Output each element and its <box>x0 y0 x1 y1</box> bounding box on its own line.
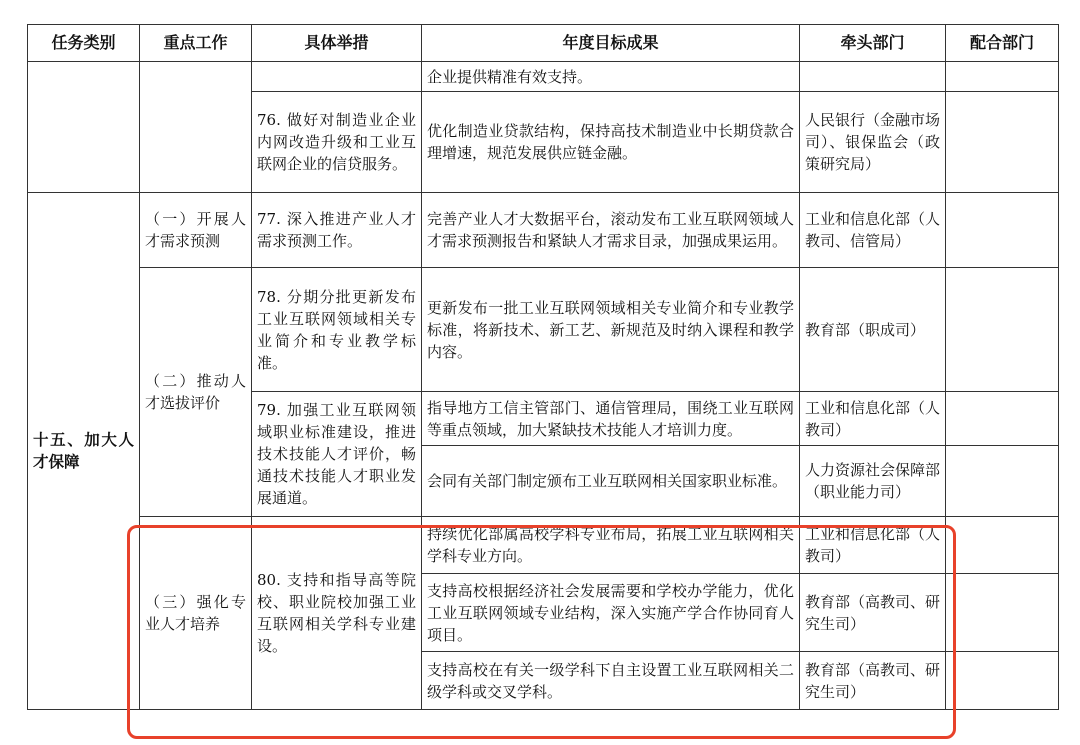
plan-table-wrapper <box>27 24 1059 710</box>
measure-cell <box>252 62 422 92</box>
goal-cell: 指导地方工信主管部门、通信管理局，围绕工业互联网等重点领域，加大紧缺技术技能人才培训力度。 <box>422 392 800 446</box>
table-header-row <box>28 25 1059 62</box>
measure-cell: 77. 深入推进产业人才需求预测工作。 <box>252 193 422 268</box>
key-work-cell: （二）推动人才选拔评价 <box>140 268 252 517</box>
goal-cell: 更新发布一批工业互联网领域相关专业简介和专业教学标准，将新技术、新工艺、新规范及时纳入课程和教学内容。 <box>422 268 800 392</box>
lead-dept-cell: 教育部（高教司、研究生司） <box>800 652 946 710</box>
coop-dept-cell <box>946 446 1059 517</box>
coop-dept-cell <box>946 268 1059 392</box>
lead-dept-cell: 人民银行（金融市场司）、银保监会（政策研究局） <box>800 92 946 193</box>
measure-cell: 80. 支持和指导高等院校、职业院校加强工业互联网相关学科专业建设。 <box>252 517 422 710</box>
lead-dept-cell: 工业和信息化部（人教司） <box>800 517 946 574</box>
goal-cell: 支持高校在有关一级学科下自主设置工业互联网相关二级学科或交叉学科。 <box>422 652 800 710</box>
table-row <box>28 62 1059 92</box>
goal-cell: 持续优化部属高校学科专业布局，拓展工业互联网相关学科专业方向。 <box>422 517 800 574</box>
table-row <box>28 268 1059 392</box>
goal-cell: 会同有关部门制定颁布工业互联网相关国家职业标准。 <box>422 446 800 517</box>
goal-cell: 完善产业人才大数据平台，滚动发布工业互联网领域人才需求预测报告和紧缺人才需求目录，加强成果运用。 <box>422 193 800 268</box>
table-row <box>28 517 1059 574</box>
coop-dept-cell <box>946 652 1059 710</box>
goal-cell: 支持高校根据经济社会发展需要和学校办学能力，优化工业互联网领域专业结构，深入实施产学合作协同育人项目。 <box>422 574 800 652</box>
lead-dept-cell <box>800 62 946 92</box>
goal-cell: 企业提供精准有效支持。 <box>422 62 800 92</box>
lead-dept-cell: 教育部（高教司、研究生司） <box>800 574 946 652</box>
coop-dept-cell <box>946 62 1059 92</box>
coop-dept-cell <box>946 92 1059 193</box>
key-work-cell-prev <box>140 62 252 193</box>
plan-table <box>27 24 1059 710</box>
header-key-work: 重点工作 <box>140 25 252 62</box>
category-cell-prev <box>28 62 140 193</box>
measure-cell: 78. 分期分批更新发布工业互联网领域相关专业简介和专业教学标准。 <box>252 268 422 392</box>
header-lead-dept: 牵头部门 <box>800 25 946 62</box>
header-coop-dept: 配合部门 <box>946 25 1059 62</box>
key-work-cell: （三）强化专业人才培养 <box>140 517 252 710</box>
category-cell: 十五、加大人才保障 <box>28 193 140 710</box>
coop-dept-cell <box>946 517 1059 574</box>
header-measures: 具体举措 <box>252 25 422 62</box>
header-category: 任务类别 <box>28 25 140 62</box>
lead-dept-cell: 工业和信息化部（人教司） <box>800 392 946 446</box>
table-row <box>28 193 1059 268</box>
lead-dept-cell: 工业和信息化部（人教司、信管局） <box>800 193 946 268</box>
header-annual-goal: 年度目标成果 <box>422 25 800 62</box>
lead-dept-cell: 教育部（职成司） <box>800 268 946 392</box>
goal-cell: 优化制造业贷款结构，保持高技术制造业中长期贷款合理增速，规范发展供应链金融。 <box>422 92 800 193</box>
coop-dept-cell <box>946 193 1059 268</box>
key-work-cell: （一）开展人才需求预测 <box>140 193 252 268</box>
lead-dept-cell: 人力资源社会保障部（职业能力司） <box>800 446 946 517</box>
coop-dept-cell <box>946 574 1059 652</box>
coop-dept-cell <box>946 392 1059 446</box>
measure-cell: 79. 加强工业互联网领域职业标准建设，推进技术技能人才评价，畅通技术技能人才职业发展通道。 <box>252 392 422 517</box>
measure-cell: 76. 做好对制造业企业内网改造升级和工业互联网企业的信贷服务。 <box>252 92 422 193</box>
